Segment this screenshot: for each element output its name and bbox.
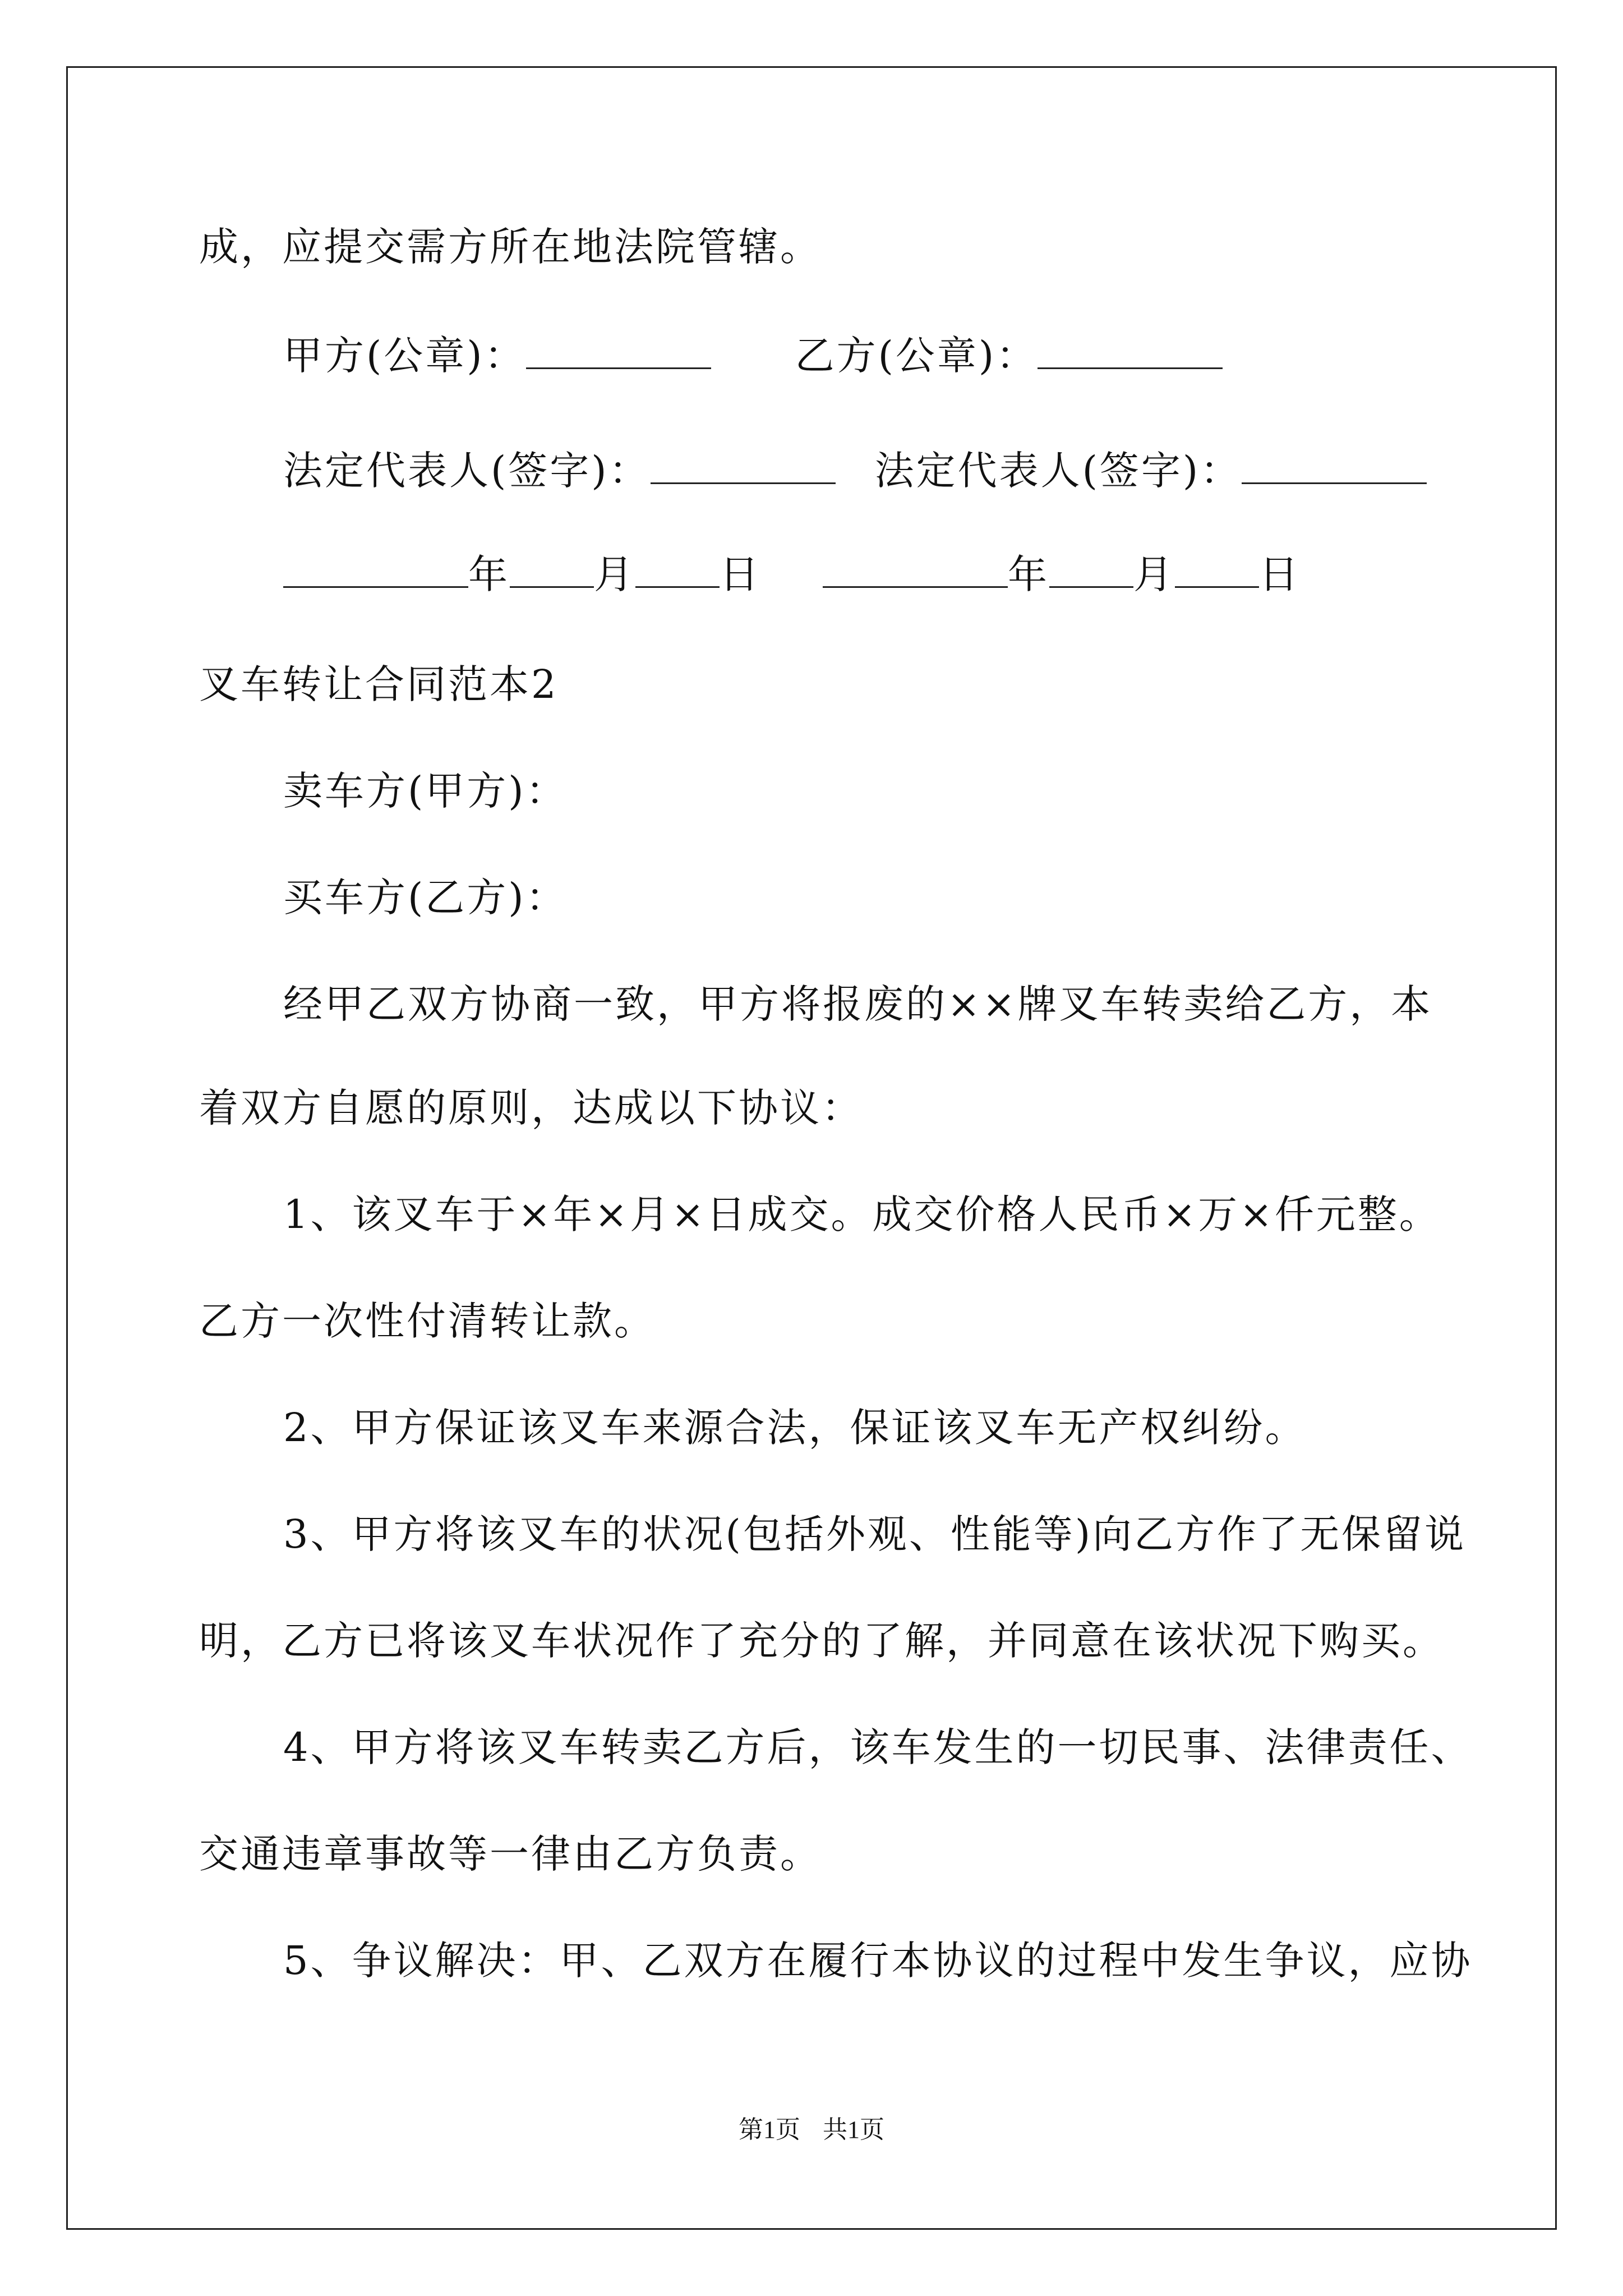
date-b-year-blank: [823, 553, 1008, 588]
party-b-seal-label: 乙方(公章)：: [795, 333, 1038, 379]
rep-b-label: 法定代表人(签字)：: [874, 448, 1242, 494]
party-a-seal-label: 甲方(公章)：: [283, 333, 526, 379]
section-title: 叉车转让合同范本2: [199, 661, 559, 707]
rep-a-blank: [651, 449, 836, 484]
clause-5-line-1: 5、争议解决：甲、乙双方在履行本协议的过程中发生争议，应协: [283, 1938, 1473, 1984]
date-a-month-blank: [510, 553, 594, 588]
page-number-current: 第1页: [739, 2116, 800, 2143]
intro-line-2: 着双方自愿的原则，达成以下协议：: [199, 1085, 863, 1131]
clause-2: 2、甲方保证该叉车来源合法，保证该叉车无产权纠纷。: [283, 1405, 1307, 1451]
clause-4-line-1: 4、甲方将该叉车转卖乙方后，该车发生的一切民事、法律责任、: [283, 1724, 1473, 1770]
buyer-label: 买车方(乙方)：: [283, 875, 568, 921]
seller-label: 卖车方(甲方)：: [283, 768, 568, 814]
date-a-year-label: 年: [468, 551, 510, 597]
rep-a-label: 法定代表人(签字)：: [283, 448, 651, 494]
clause-1-line-1: 1、该叉车于×年×月×日成交。成交价格人民币×万×仟元整。: [283, 1191, 1441, 1237]
date-b-day-blank: [1175, 553, 1259, 588]
clause-3-line-1: 3、甲方将该叉车的状况(包括外观、性能等)向乙方作了无保留说: [283, 1511, 1467, 1557]
seal-row: [283, 333, 1223, 379]
date-a-day-label: 日: [720, 551, 761, 597]
date-row: [283, 551, 1301, 597]
date-a-year-blank: [283, 553, 468, 588]
rep-b-blank: [1242, 449, 1427, 484]
date-b-day-label: 日: [1259, 551, 1301, 597]
page-number-total: 共1页: [823, 2116, 884, 2143]
date-b-year-label: 年: [1008, 551, 1049, 597]
party-a-seal-blank: [526, 334, 711, 369]
intro-line-1: 经甲乙双方协商一致，甲方将报废的××牌叉车转卖给乙方，本: [283, 981, 1433, 1027]
date-b-month-label: 月: [1133, 551, 1175, 597]
page-border: [66, 66, 1557, 2230]
clause-1-line-2: 乙方一次性付清转让款。: [199, 1298, 656, 1344]
page-footer: [0, 2109, 1623, 2145]
clause-3-line-2: 明，乙方已将该叉车状况作了充分的了解，并同意在该状况下购买。: [199, 1618, 1444, 1664]
party-b-seal-blank: [1038, 334, 1223, 369]
date-a-month-label: 月: [594, 551, 635, 597]
representative-row: [283, 448, 1427, 494]
clause-4-line-2: 交通违章事故等一律由乙方负责。: [199, 1831, 822, 1877]
date-a-day-blank: [635, 553, 720, 588]
previous-clause-tail: 成，应提交需方所在地法院管辖。: [199, 224, 822, 270]
date-b-month-blank: [1049, 553, 1133, 588]
